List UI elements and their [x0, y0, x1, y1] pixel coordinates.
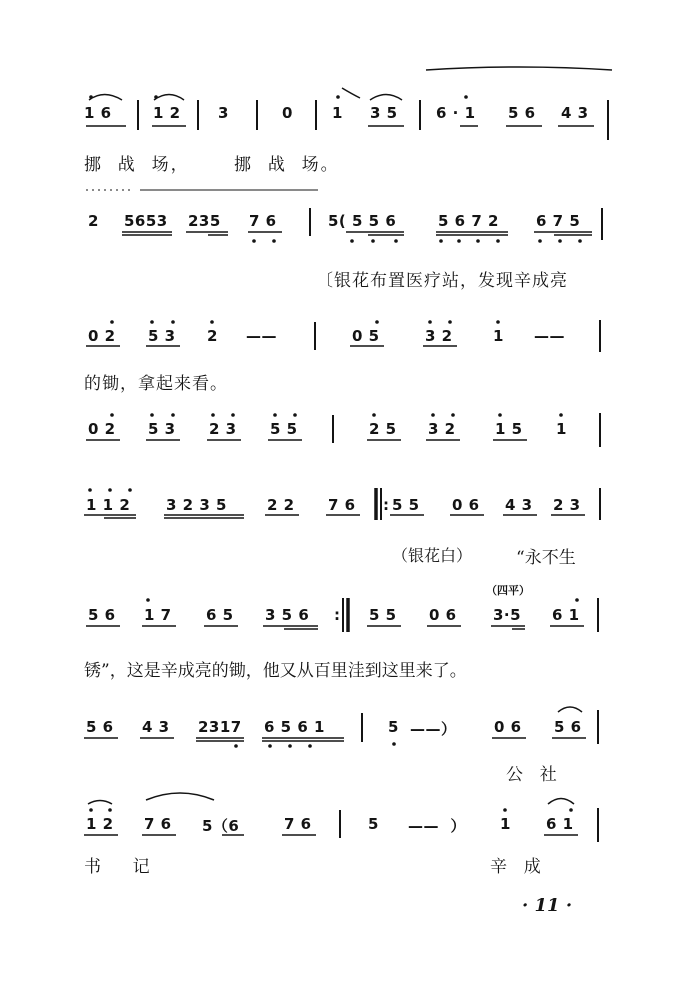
high-dot — [211, 413, 215, 417]
note: 5 — [368, 815, 379, 833]
high-dot — [231, 413, 235, 417]
high-dot — [372, 413, 376, 417]
note: 1 — [493, 327, 504, 345]
high-dot — [171, 413, 175, 417]
note-group: 1 2 — [153, 104, 181, 122]
lyrics-line-7: 公 社 — [506, 765, 559, 785]
low-dot — [457, 239, 461, 243]
slur — [548, 799, 574, 805]
low-dot — [476, 239, 480, 243]
role-label: （银花白） — [392, 546, 473, 565]
low-dot — [558, 239, 562, 243]
note-group: 5 6 7 2 — [438, 212, 499, 230]
octave-dots — [88, 95, 582, 812]
note: 1 — [500, 815, 511, 833]
note-group: 5 6 — [86, 718, 114, 736]
high-dot — [146, 598, 150, 602]
note-group: 2 3 — [553, 496, 581, 514]
note-group: 4 3 — [505, 496, 533, 514]
note-group: 0 6 — [494, 718, 522, 736]
low-dot — [308, 744, 312, 748]
note-group: 5653 — [124, 212, 168, 230]
note-group: 2 2 — [267, 496, 295, 514]
note-group: 6 5 6 1 — [264, 718, 325, 736]
high-dot — [503, 808, 507, 812]
note: 0 — [282, 104, 293, 122]
high-dot — [89, 808, 93, 812]
slur — [146, 793, 214, 800]
note-group: 4 3 — [561, 104, 589, 122]
note-group: 3 5 — [370, 104, 398, 122]
low-dot — [272, 239, 276, 243]
slur — [342, 88, 360, 98]
low-dot — [371, 239, 375, 243]
note-group: 0 2 — [88, 420, 116, 438]
note-group: 3 5 6 — [265, 606, 310, 624]
note-group: 7 6 — [328, 496, 356, 514]
high-dot — [273, 413, 277, 417]
note-group: 1 6 — [84, 104, 112, 122]
lyrics-line-1: 挪 战 场， 挪 战 场。 — [84, 155, 340, 175]
note-group: 5 6 — [554, 718, 582, 736]
stage-direction-1: 〔银花布置医疗站，发现辛成亮 — [316, 271, 568, 291]
note-group: 7 6 — [284, 815, 312, 833]
note-group: 3 2 3 5 — [166, 496, 227, 514]
repeat-end-dots: : — [334, 606, 341, 624]
note-group: 5 5 — [369, 606, 397, 624]
high-dot — [210, 320, 214, 324]
note-group: 1 5 — [495, 420, 523, 438]
note-group: 6 1 — [552, 606, 580, 624]
high-dot — [150, 413, 154, 417]
dash: —— — [246, 327, 277, 345]
low-dot — [578, 239, 582, 243]
note-group: 6 1 — [546, 815, 574, 833]
spoken-text-cont: 锈”，这是辛成亮的锄，他又从百里洼到这里来了。 — [84, 661, 467, 681]
low-dot — [496, 239, 500, 243]
lyrics-line-8a: 书 记 — [84, 857, 152, 877]
slur — [89, 95, 122, 101]
note-group: 5( 5 5 6 — [328, 212, 397, 230]
low-dot — [288, 744, 292, 748]
note-group: 5（6 — [202, 817, 240, 835]
slurs — [88, 67, 612, 804]
high-dot — [498, 413, 502, 417]
note-group: 1 7 — [144, 606, 172, 624]
note-group: 5 5 — [392, 496, 420, 514]
note-group: 235 — [188, 212, 221, 230]
note-group: 3 2 — [425, 327, 453, 345]
high-dot — [428, 320, 432, 324]
note-group: 4 3 — [142, 718, 170, 736]
dash: ——） — [410, 720, 457, 738]
high-dot — [575, 598, 579, 602]
note: 2 — [207, 327, 218, 345]
low-dot — [394, 239, 398, 243]
note-group: 2317 — [198, 718, 242, 736]
low-dot — [392, 742, 396, 746]
note-group: 0 2 — [88, 327, 116, 345]
note-group: 6 5 — [206, 606, 234, 624]
high-dot — [448, 320, 452, 324]
high-dot — [451, 413, 455, 417]
note-group: 2 3 — [209, 420, 237, 438]
note-group: 5 6 — [508, 104, 536, 122]
dash: —— ） — [408, 817, 466, 835]
note-group: 5 3 — [148, 327, 176, 345]
note-group: 6 7 5 — [536, 212, 581, 230]
tune-marking: （四平） — [486, 584, 530, 597]
low-dot — [350, 239, 354, 243]
slur — [558, 707, 582, 712]
note-group: 0 6 — [429, 606, 457, 624]
note-group: 3 2 — [428, 420, 456, 438]
page-number: · 11 · — [522, 895, 573, 916]
note: 1 — [556, 420, 567, 438]
lyrics-line-8b: 辛 成 — [490, 857, 543, 877]
note-group: 1 1 2 — [86, 496, 131, 514]
note-group: 6 · 1 — [436, 104, 476, 122]
note-group: 1 2 — [86, 815, 114, 833]
high-dot — [293, 413, 297, 417]
note-group: 7 6 — [144, 815, 172, 833]
note: 1 — [332, 104, 343, 122]
slur — [370, 95, 402, 101]
slur — [154, 95, 184, 101]
low-dot — [234, 744, 238, 748]
high-dot — [171, 320, 175, 324]
note-group: 7 6 — [249, 212, 277, 230]
high-dot — [88, 488, 92, 492]
note: 3 — [218, 104, 229, 122]
high-dot — [464, 95, 468, 99]
high-dot — [128, 488, 132, 492]
high-dot — [108, 808, 112, 812]
repeat-start-dots: : — [383, 496, 390, 514]
beam-underlines — [84, 126, 594, 835]
high-dot — [150, 320, 154, 324]
stage-direction-2: 的锄，拿起来看。 — [84, 374, 228, 394]
note-group: 5 5 — [270, 420, 298, 438]
spoken-text-start: “永不生 — [516, 548, 576, 568]
high-dot — [110, 413, 114, 417]
high-dot — [108, 488, 112, 492]
high-dot — [496, 320, 500, 324]
high-dot — [569, 808, 573, 812]
low-dot — [268, 744, 272, 748]
low-dot — [538, 239, 542, 243]
note-group: 0 5 — [352, 327, 380, 345]
slur — [426, 67, 612, 70]
high-dot — [375, 320, 379, 324]
note-group: 5 3 — [148, 420, 176, 438]
note-group: 3·5 — [493, 606, 522, 624]
high-dot — [431, 413, 435, 417]
high-dot — [559, 413, 563, 417]
low-dot — [439, 239, 443, 243]
low-dot — [252, 239, 256, 243]
bar-lines — [138, 100, 608, 842]
fermata — [88, 801, 112, 805]
note: 2 — [88, 212, 99, 230]
dash: —— — [534, 327, 565, 345]
note-group: 5 6 — [88, 606, 116, 624]
note-group: 0 6 — [452, 496, 480, 514]
note-group: 2 5 — [369, 420, 397, 438]
high-dot — [110, 320, 114, 324]
high-dot — [336, 95, 340, 99]
note: 5 — [388, 718, 399, 736]
